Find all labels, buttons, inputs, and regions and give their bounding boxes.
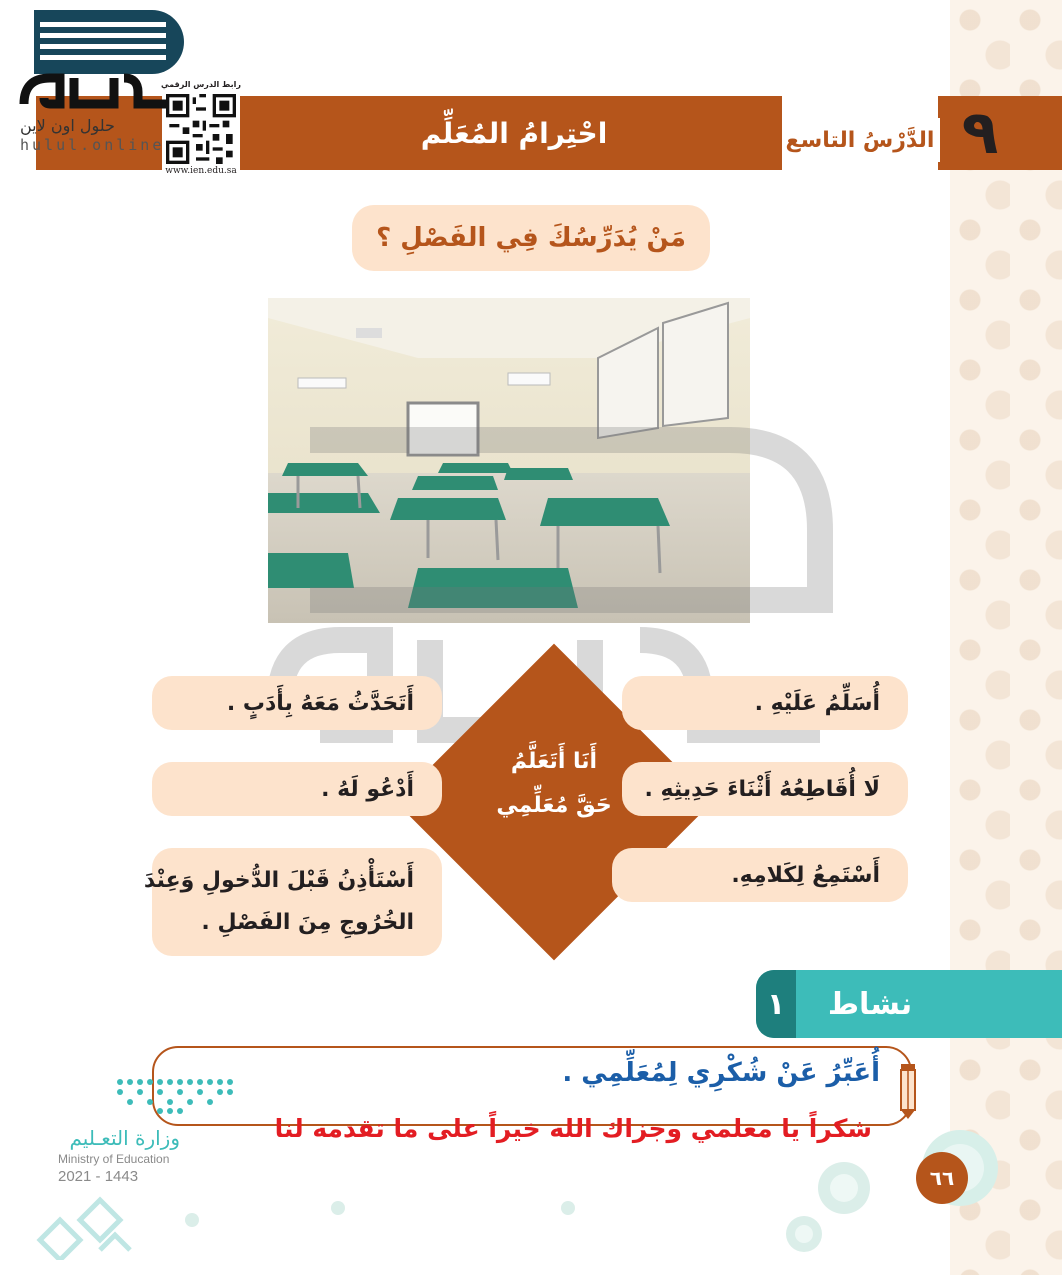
rosette-ornament bbox=[784, 1214, 824, 1254]
question-pill: مَنْ يُدَرِّسُكَ فِي الفَصْلِ ؟ bbox=[352, 205, 710, 271]
rosette-ornament bbox=[184, 1212, 200, 1228]
rosette-ornament bbox=[560, 1200, 576, 1216]
left-pill-1 bbox=[152, 676, 442, 730]
activity-number: ١ bbox=[756, 970, 796, 1038]
left-pill-3-line-2: الخُرُوجِ مِنَ الفَصْلِ . bbox=[201, 910, 414, 935]
page-number: ٦٦ bbox=[916, 1152, 968, 1204]
lesson-number: ٩ bbox=[961, 98, 999, 168]
lesson-title: احْتِرامُ المُعَلِّم bbox=[246, 96, 782, 170]
left-pill-1-text: أَتَحَدَّثُ مَعَهُ بِأَدَبٍ . bbox=[226, 690, 414, 716]
rosette-ornament bbox=[816, 1160, 872, 1216]
ministry-year: 2021 - 1443 bbox=[58, 1168, 139, 1185]
right-pill-1-text: أُسَلِّمُ عَلَيْهِ . bbox=[754, 690, 880, 716]
activity-task-text: أُعَبِّرُ عَنْ شُكْرِي لِمُعَلِّمِي . bbox=[562, 1058, 880, 1088]
diamond-line-1: أَنَا أَتَعَلَّمُ bbox=[510, 749, 598, 774]
right-pill-1 bbox=[622, 676, 908, 730]
lesson-ordinal: الدَّرْسُ التاسع bbox=[780, 118, 940, 162]
ministry-name-ar: وزارة التعـليم bbox=[69, 1126, 180, 1150]
left-pill-2-text: أَدْعُو لَهُ . bbox=[321, 776, 414, 802]
qr-caption: رابط الدرس الرقمي bbox=[161, 80, 241, 89]
ministry-pattern-icon bbox=[30, 1180, 140, 1260]
pencil-icon bbox=[898, 1062, 918, 1120]
right-pill-2 bbox=[622, 762, 908, 816]
left-pill-2 bbox=[152, 762, 442, 816]
right-pill-2-text: لَا أُقَاطِعُهُ أَثْنَاءَ حَدِيثِهِ . bbox=[644, 776, 880, 802]
activity-answer[interactable]: شكراً يا معلمي وجزاك الله خيراً على ما تقدمه لنا bbox=[274, 1114, 872, 1143]
activity-label: نشاط bbox=[827, 986, 913, 1022]
logo-text-en: hulul.online bbox=[20, 136, 165, 154]
decorative-side-strip bbox=[950, 0, 1062, 1275]
left-pill-3 bbox=[143, 848, 442, 956]
diamond-line-2: حَقَّ مُعَلِّمِي bbox=[496, 793, 612, 818]
rosette-ornament bbox=[330, 1200, 346, 1216]
ministry-name-en: Ministry of Education bbox=[58, 1152, 170, 1166]
qr-url: www.ien.edu.sa bbox=[165, 166, 237, 176]
right-pill-3-text: أَسْتَمِعُ لِكَلامِهِ. bbox=[731, 862, 880, 888]
logo-text-ar: حلول اون لاين bbox=[20, 116, 115, 135]
left-pill-3-line-1: أَسْتَأْذِنُ قَبْلَ الدُّخولِ وَعِنْدَ bbox=[143, 868, 414, 893]
right-pill-3 bbox=[612, 848, 908, 902]
ministry-logo-dots bbox=[112, 1076, 236, 1116]
